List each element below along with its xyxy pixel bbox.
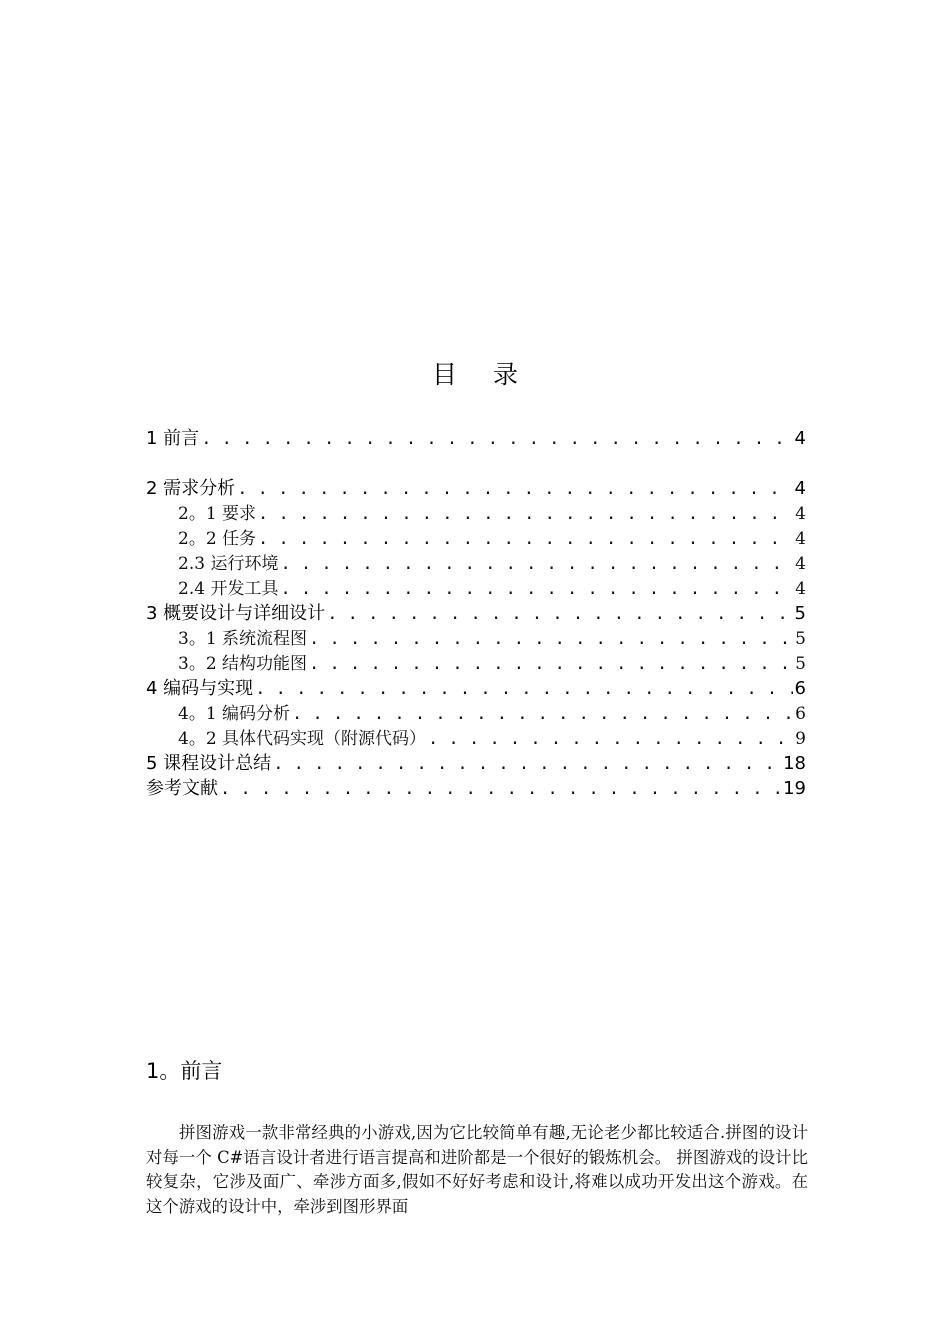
toc-entry[interactable]: [146, 774, 806, 799]
toc-entry-label: 2。1 要求: [178, 504, 257, 524]
section-heading: 1。前言: [146, 1059, 223, 1083]
toc-entry-page: 5: [795, 629, 806, 649]
toc-leader-dots: [255, 679, 792, 699]
toc-entry-page: 4: [795, 554, 806, 574]
toc-entry-label: 3 概要设计与详细设计: [146, 603, 326, 624]
toc-entry-page: 4: [795, 529, 806, 549]
toc-leader-dots: [327, 604, 792, 624]
toc-entry-label: 1 前言: [146, 428, 200, 449]
toc-leader-dots: [292, 704, 793, 724]
toc-entry[interactable]: [146, 649, 806, 674]
toc-entry[interactable]: [146, 724, 806, 749]
toc-leader-dots: [309, 654, 793, 674]
toc-leader-dots: [280, 579, 793, 599]
toc-title: 目 录: [432, 360, 532, 389]
toc-entry-label: 3。2 结构功能图: [178, 654, 308, 674]
toc-entry-label: 4 编码与实现: [146, 678, 254, 699]
toc-entry-page: 4: [795, 504, 806, 524]
toc-entry-page: 4: [794, 428, 806, 449]
toc-entry[interactable]: [146, 699, 806, 724]
toc-entry[interactable]: [146, 624, 806, 649]
toc-entry-page: 18: [783, 753, 806, 774]
toc-entry-page: 6: [795, 704, 806, 724]
toc-entry[interactable]: [146, 599, 806, 624]
toc-leader-dots: [201, 429, 792, 449]
toc-entry-label: 5 课程设计总结: [146, 753, 272, 774]
toc-entry-page: 6: [794, 678, 806, 699]
toc-entry-page: 5: [795, 654, 806, 674]
toc-entry-page: 19: [783, 778, 806, 799]
toc-leader-dots: [309, 629, 793, 649]
body-paragraph: 拼图游戏一款非常经典的小游戏,因为它比较简单有趣,无论老少都比较适合.拼图的设计对每一个 C#语言设计者进行语言提高和进阶都是一个很好的锻炼机会。 拼图游戏的设计比较复杂，它涉及面广、牵涉方面多,假如不好好考虑和设计,将难以成功开发出这个游戏。在这个游戏的设计中，牵涉到图形界面: [146, 1123, 808, 1216]
toc-leader-dots: [258, 529, 793, 549]
toc-leader-dots: [220, 779, 781, 799]
toc-entry-label: 3。1 系统流程图: [178, 629, 308, 649]
toc-leader-dots: [280, 554, 793, 574]
toc-entry[interactable]: [146, 674, 806, 699]
toc-entry[interactable]: [146, 574, 806, 599]
toc-entry-label: 2.4 开发工具: [178, 579, 279, 599]
toc-entry-label: 4。1 编码分析: [178, 704, 291, 724]
toc-entry-page: 5: [794, 603, 806, 624]
toc-leader-dots: [428, 729, 793, 749]
toc-entry[interactable]: [146, 749, 806, 774]
toc-leader-dots: [258, 504, 793, 524]
toc-entry[interactable]: [146, 549, 806, 574]
toc-entry-label: 2 需求分析: [146, 478, 236, 499]
toc-entry[interactable]: [146, 524, 806, 549]
table-of-contents: [146, 424, 806, 799]
toc-entry[interactable]: [146, 499, 806, 524]
toc-leader-dots: [273, 754, 781, 774]
toc-entry-label: 参考文献: [146, 778, 218, 799]
toc-leader-dots: [237, 479, 792, 499]
toc-entry-label: 2.3 运行环境: [178, 554, 279, 574]
toc-entry-page: 4: [794, 478, 806, 499]
toc-entry-page: 9: [795, 729, 806, 749]
toc-entry-label: 4。2 具体代码实现（附源代码）: [178, 729, 427, 749]
toc-entry[interactable]: [146, 424, 806, 449]
toc-entry-label: 2。2 任务: [178, 529, 257, 549]
toc-entry[interactable]: [146, 474, 806, 499]
toc-entry-page: 4: [795, 579, 806, 599]
